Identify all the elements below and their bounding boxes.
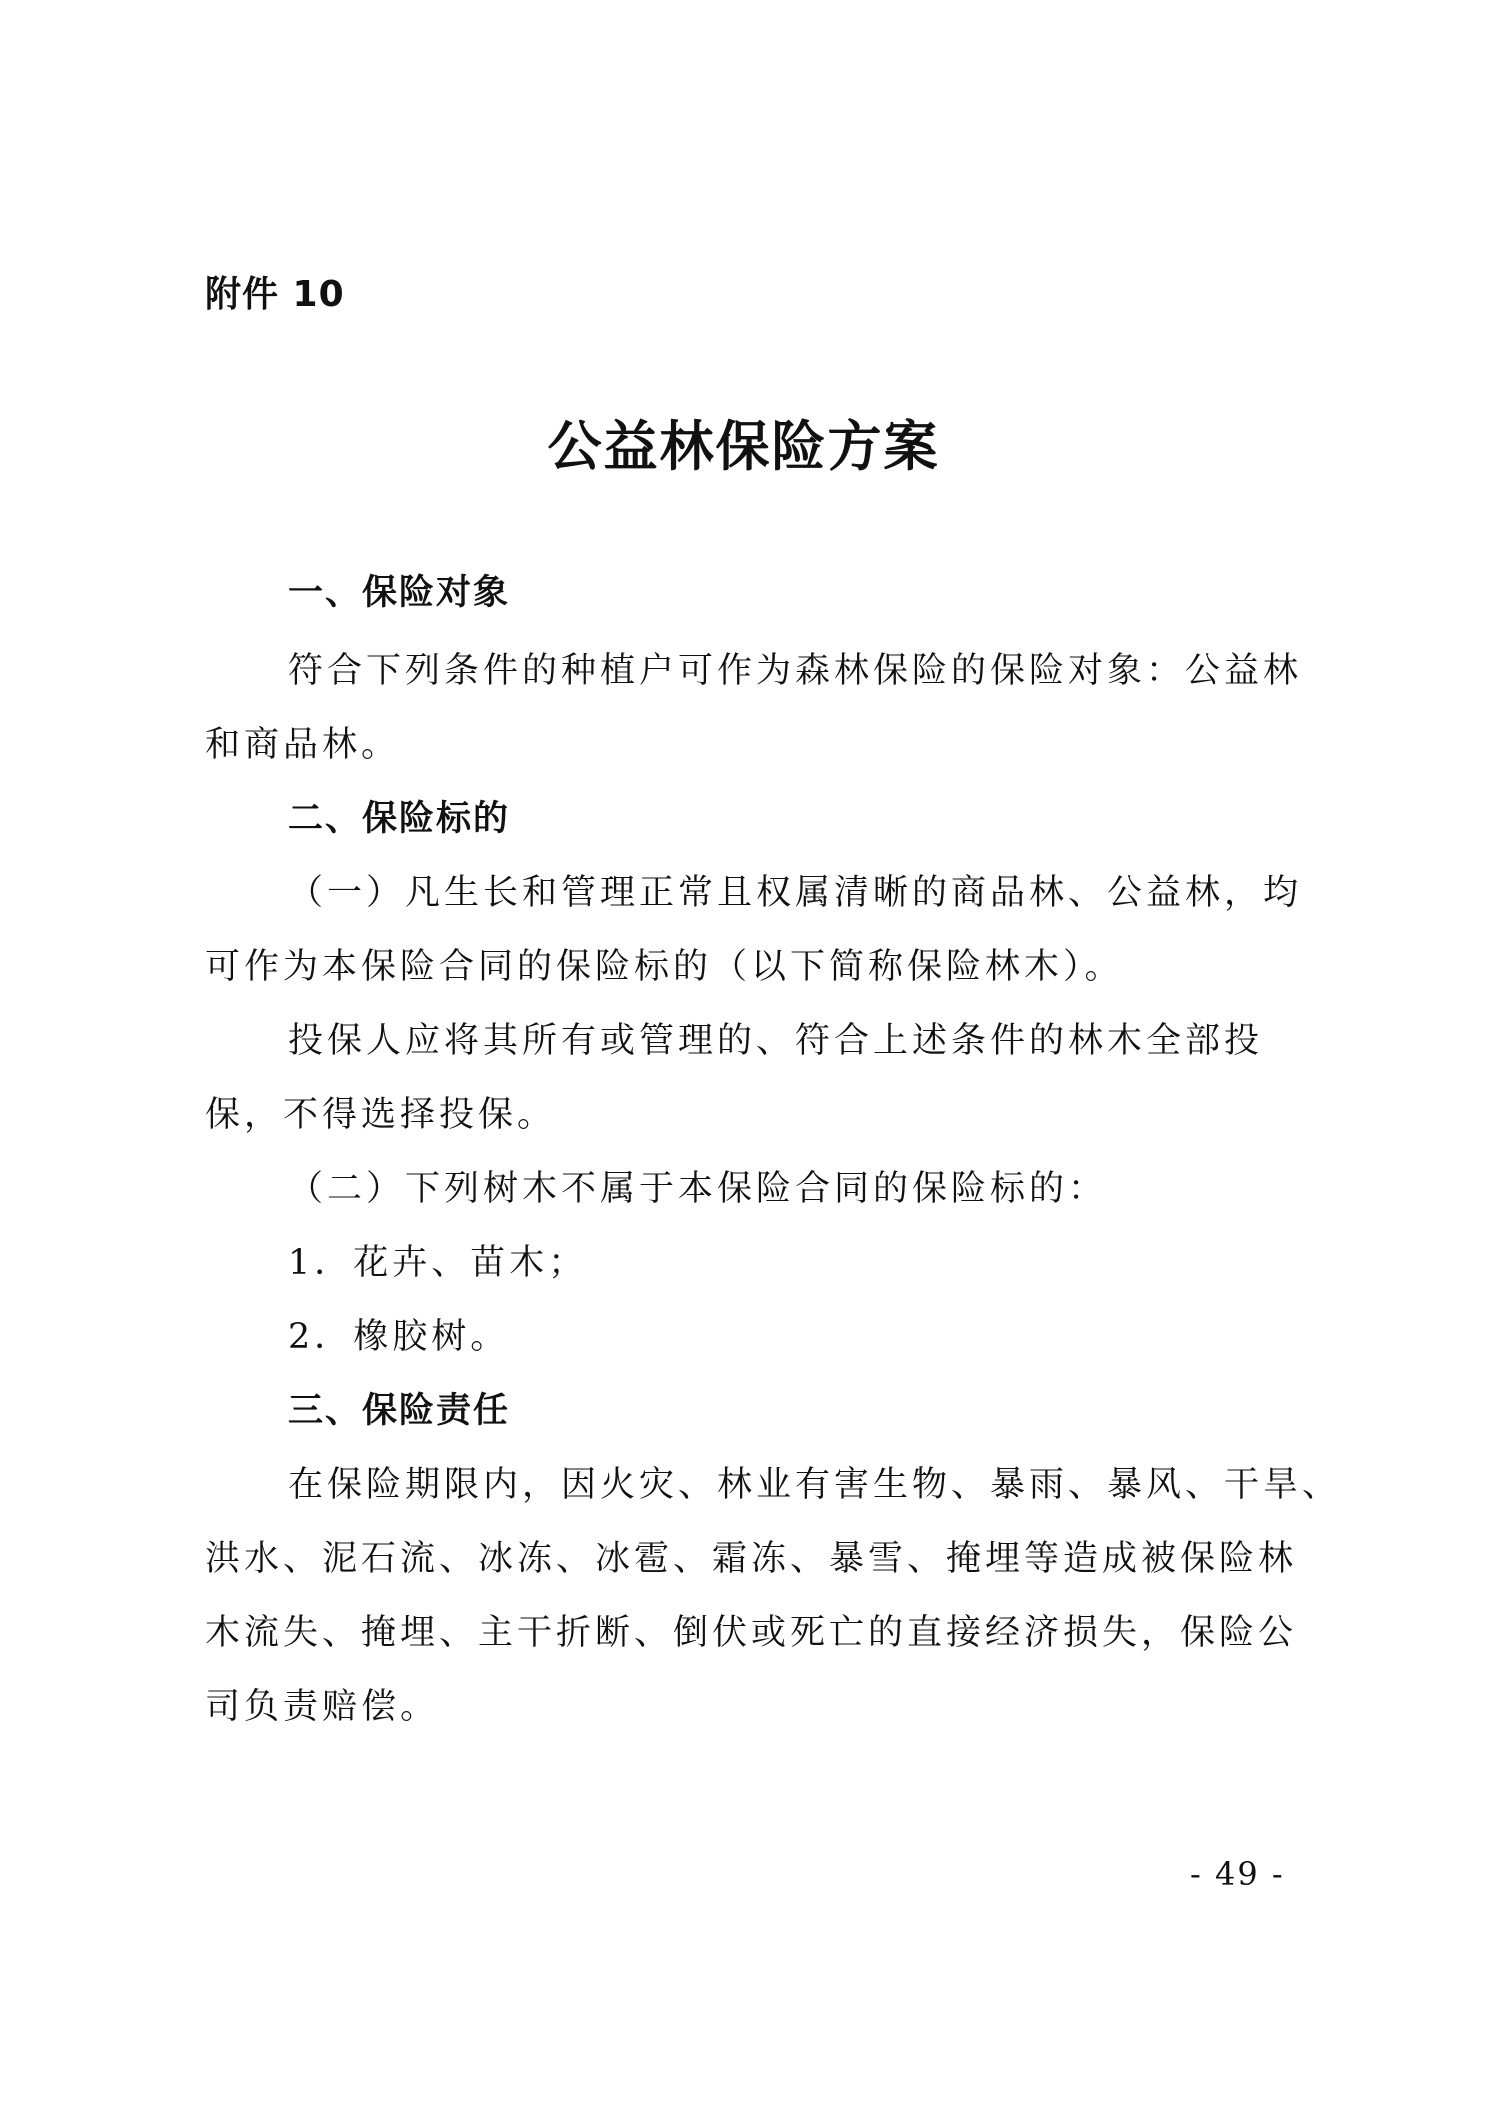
page-number: - 49 - (1190, 1855, 1285, 1893)
list-item: 2．橡胶树。 (288, 1317, 510, 1357)
paragraph-line: 可作为本保险合同的保险标的（以下简称保险林木）。 (205, 947, 1124, 987)
paragraph-line: 洪水、泥石流、冰冻、冰雹、霜冻、暴雪、掩埋等造成被保险林 (205, 1539, 1298, 1579)
list-item: 1．花卉、苗木； (288, 1243, 588, 1283)
paragraph-line: 和商品林。 (205, 725, 401, 765)
document-title: 公益林保险方案 (547, 415, 940, 478)
section-heading-insured-subject: 二、保险标的 (288, 799, 511, 839)
paragraph-line: 符合下列条件的种植户可作为森林保险的保险对象：公益林 (288, 651, 1303, 691)
section-heading-insurance-liability: 三、保险责任 (288, 1391, 511, 1431)
section-heading-insured-objects: 一、保险对象 (288, 573, 511, 613)
paragraph-line: （一）凡生长和管理正常且权属清晰的商品林、公益林，均 (288, 873, 1303, 913)
paragraph-line: （二）下列树木不属于本保险合同的保险标的： (288, 1169, 1108, 1209)
attachment-label: 附件 10 (205, 274, 345, 315)
paragraph-line: 司负责赔偿。 (205, 1687, 440, 1727)
paragraph-line: 在保险期限内，因火灾、林业有害生物、暴雨、暴风、干旱、 (288, 1465, 1342, 1505)
paragraph-line: 投保人应将其所有或管理的、符合上述条件的林木全部投 (288, 1021, 1264, 1061)
paragraph-line: 保，不得选择投保。 (205, 1095, 557, 1135)
paragraph-line: 木流失、掩埋、主干折断、倒伏或死亡的直接经济损失，保险公 (205, 1613, 1298, 1653)
